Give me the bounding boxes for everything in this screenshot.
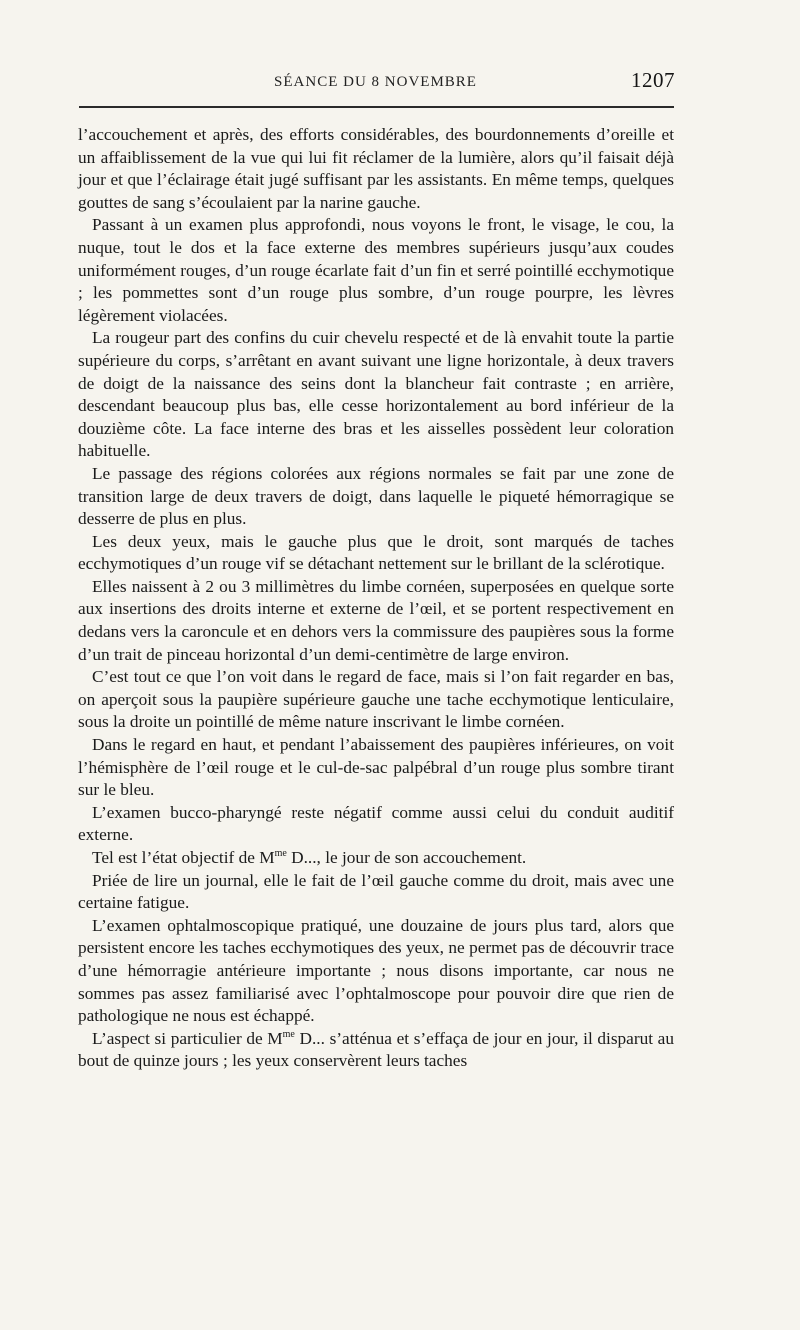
running-head: SÉANCE DU 8 NOVEMBRE <box>274 74 477 90</box>
paragraph <box>78 1028 674 1073</box>
paragraph: L’examen ophtalmoscopique pratiqué, une douzaine de jours plus tard, alors que persistent encore les taches ecchymotiques des yeux, ne permet pas de découvrir trace d’une hémorragie antérieure importante ; nous disons importante, car nous ne sommes pas assez familiarisé avec l’ophtalmoscope pour pouvoir dire que rien de pathologique ne nous est échappé. <box>78 915 674 1026</box>
paragraph: Le passage des régions colorées aux régions normales se fait par une zone de transition large de deux travers de doigt, dans laquelle le piqueté hémorragique se desserre de plus en plus. <box>78 463 674 529</box>
paragraph: La rougeur part des confins du cuir chevelu respecté et de là envahit toute la partie supérieure du corps, s’arrêtant en avant suivant une ligne horizontale, à deux travers de doigt de la naissance des seins dont la blancheur fait contraste ; en arrière, descendant beaucoup plus bas, elle cesse horizontalement au bord inférieur de la douzième côte. La face interne des bras et les aisselles possèdent leur coloration habituelle. <box>78 328 674 461</box>
paragraph: Elles naissent à 2 ou 3 millimètres du limbe cornéen, superposées en quelque sorte aux insertions des droits interne et externe de l’œil, et se portent respectivement en dedans vers la caroncule et en dehors vers la commissure des paupières sous la forme d’un trait de pinceau horizontal d’un demi-centimètre de large environ. <box>78 576 674 664</box>
paragraph <box>78 847 674 870</box>
paragraph: Priée de lire un journal, elle le fait de l’œil gauche comme du droit, mais avec une certaine fatigue. <box>78 870 674 913</box>
abbreviation-superscript: me <box>274 848 287 860</box>
abbreviation-superscript: me <box>282 1028 295 1040</box>
paragraph: Dans le regard en haut, et pendant l’abaissement des paupières inférieures, on voit l’hémisphère de l’œil rouge et le cul-de-sac palpébral d’un rouge plus sombre tirant sur le bleu. <box>78 735 674 800</box>
paragraph: l’accouchement et après, des efforts considérables, des bourdonnements d’oreille et un affaiblissement de la vue qui lui fit réclamer de la lumière, alors qu’il faisait déjà jour et que l’éclairage était jugé suffisant par les assistants. En même temps, quelques gouttes de sang s’écoulaient par la narine gauche. <box>78 125 674 212</box>
paragraph-text: D... s’atténua et s’effaça de jour en jour, il disparut au bout de quinze jours ; les yeux conservèrent leurs taches <box>78 1028 674 1071</box>
paragraph-text: L’aspect si particulier de M <box>92 1028 283 1048</box>
paragraph: Les deux yeux, mais le gauche plus que le droit, sont marqués de taches ecchymotiques d’un rouge vif se détachant nettement sur le brillant de la sclérotique. <box>78 531 674 574</box>
body-text <box>78 124 674 1073</box>
paragraph: C’est tout ce que l’on voit dans le regard de face, mais si l’on fait regarder en bas, on aperçoit sous la paupière supérieure gauche une tache ecchymotique lenticulaire, sous la droite un pointillé de même nature inscrivant le limbe cornéen. <box>78 667 674 732</box>
header-rule <box>79 106 674 108</box>
paragraph: Passant à un examen plus approfondi, nous voyons le front, le visage, le cou, la nuque, tout le dos et la face externe des membres supérieurs jusqu’aux coudes uniformément rouges, d’un rouge écarlate fait d’un fin et serré pointillé ecchymotique ; les pommettes sont d’un rouge plus sombre, d’un rouge pourpre, les lèvres légèrement violacées. <box>78 215 674 325</box>
paragraph: L’examen bucco-pharyngé reste négatif comme aussi celui du conduit auditif externe. <box>78 802 674 845</box>
paragraph-text: Tel est l’état objectif de M <box>92 848 275 867</box>
page-header <box>78 68 673 98</box>
page-number: 1207 <box>631 68 675 92</box>
paragraph-text: D..., le jour de son accouchement. <box>286 848 527 867</box>
